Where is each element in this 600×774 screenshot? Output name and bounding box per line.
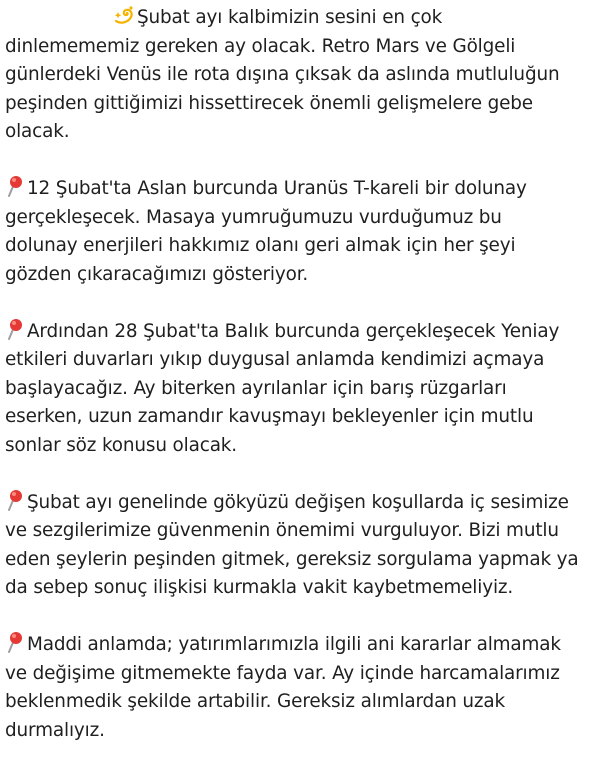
paragraph-text: Şubat ayı kalbimizin sesini en çok dinlemememiz gereken ay olacak. Retro Mars ve Gölgeli günlerdeki Venüs ile rota dışına çıksak da aslında mutluluğun peşinden gittiğimizi hissettirecek önemli gelişmelere gebe olacak. xyxy=(5,7,560,142)
intro-paragraph xyxy=(5,4,597,147)
bullet-paragraph xyxy=(5,489,597,603)
bullet-paragraph xyxy=(5,175,597,289)
dizzy-icon xyxy=(113,4,135,26)
round-pushpin-icon xyxy=(5,489,25,511)
paragraph-text: 12 Şubat'ta Aslan burcunda Uranüs T-kareli bir dolunay gerçekleşecek. Masaya yumruğumuzu vurduğumuz bu dolunay enerjileri hakkımız olanı geri almak için her şeyi gözden çıkaracağımızı gösteriyor. xyxy=(5,178,527,285)
round-pushpin-icon xyxy=(5,175,25,197)
paragraph-text: Ardından 28 Şubat'ta Balık burcunda gerçekleşecek Yeniay etkileri duvarları yıkıp duygusal anlamda kendimizi açmaya başlayacağız. Ay biterken ayrılanlar için barış rüzgarları eserken, uzun zamandır kavuşmayı bekleyenler için mutlu sonlar söz konusu olacak. xyxy=(5,320,560,456)
bullet-paragraph xyxy=(5,631,597,745)
round-pushpin-icon xyxy=(5,631,25,653)
document-body xyxy=(5,4,597,774)
paragraph-text: Şubat ayı genelinde gökyüzü değişen koşullarda iç sesimize ve sezgilerimize güvenmenin önemimi vurguluyor. Bizi mutlu eden şeylerin peşinden gitmek, gereksiz sorgulama yapmak ya da sebep sonuç ilişkisi kurmakla vakit kaybetmemeliyiz. xyxy=(5,491,579,598)
bullet-paragraph xyxy=(5,318,597,461)
round-pushpin-icon xyxy=(5,318,25,340)
intro-indent xyxy=(5,7,137,28)
paragraph-text: Maddi anlamda; yatırımlarımızla ilgili ani kararlar almamak ve değişime gitmemekte fayda var. Ay içinde harcamalarımız beklenmedik şekilde artabilir. Gereksiz alımlardan uzak durmalıyız. xyxy=(5,634,561,741)
